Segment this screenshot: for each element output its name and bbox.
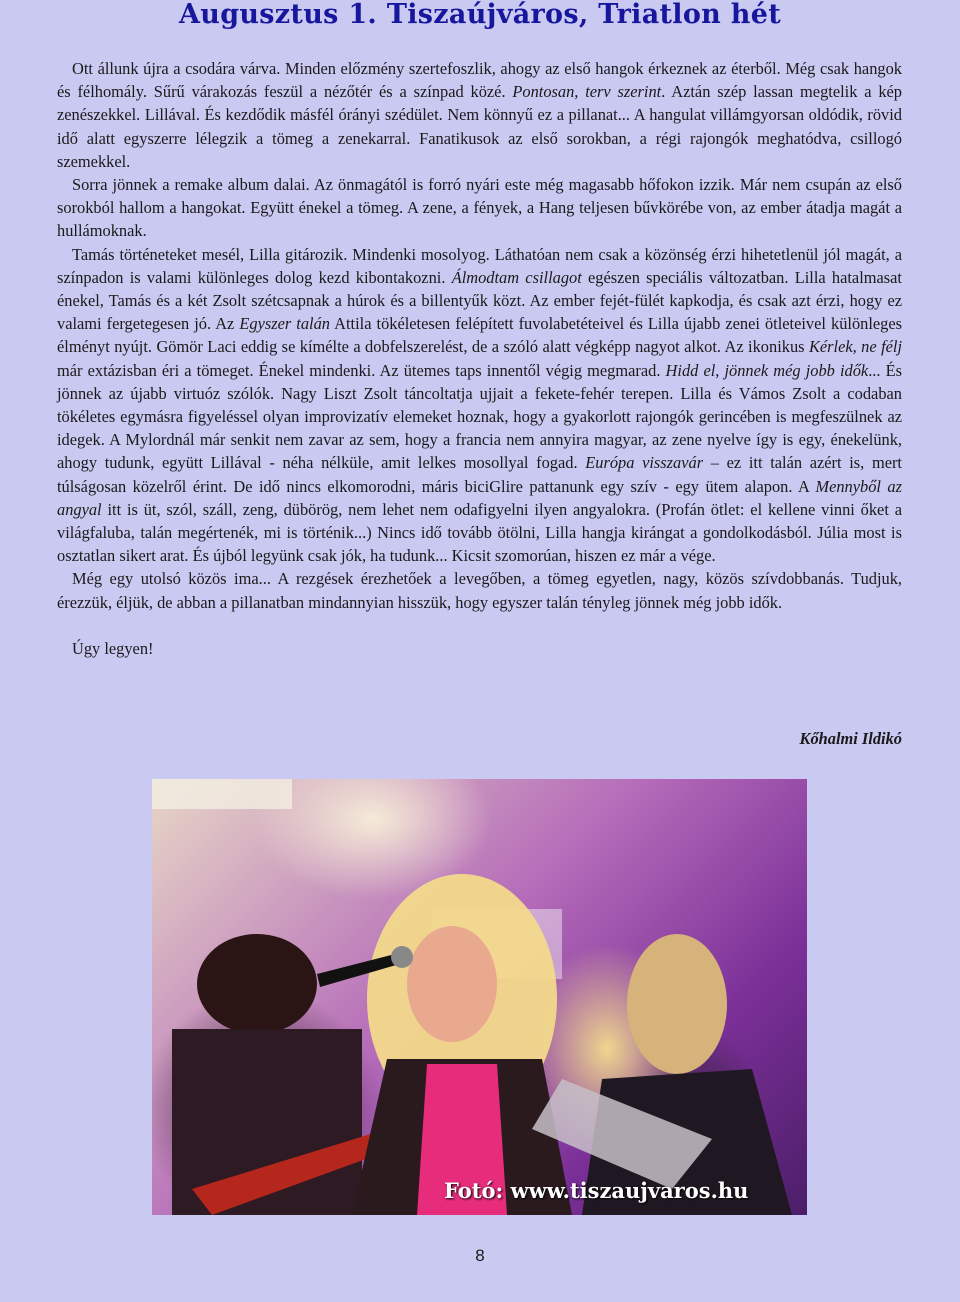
text-run: már extázisban éri a tömeget. Énekel mindenki. Az ütemes taps innentől végig megmarad. [57,360,666,380]
article-paragraph [57,173,902,243]
text-run: Sorra jönnek a remake album dalai. Az önmagától is forró nyári este még magasabb hőfokon izzik. Már nem csupán az első sorokból hallom a hangokat. Együtt énekel a tömeg. A zene, a fények, a Hang teljesen bűvkörébe von, az ember átadja magát a hullámoknak. [57,175,902,241]
song-title: Mennyből az angyal [57,476,902,519]
text-run: – ez itt talán azért is, mert túlságosan közelről érint. De idő nincs elkomorodni, máris biciGlire pattanunk egy szív - egy ütem alapon. A [57,453,902,496]
text-run: ... És jönnek az újabb virtuóz szólók. Nagy Liszt Zsolt táncoltatja ujjait a fekete-fehér terepen. Lilla és Vámos Zsolt a codaban tökéletes egymásra figyeléssel olyan improvizatív elemeket hoznak, hogy a gyakorlott rajongók gerincében is megfeszülnek az idegek. A Mylordnál már senkit nem zavar az sem, hogy a francia nem annyira magyar, az zene nyelve így is egy, énekelünk, ahogy tudunk, együtt Lillával - néha nélküle, amit lelkes mosollyal fogad. [57,360,902,473]
article-paragraphs [57,57,902,614]
concert-photo-illustration [152,779,807,1215]
photo-credit: Fotó: www.tiszaujvaros.hu [444,1178,749,1203]
song-title: Kérlek, ne félj [808,337,903,357]
concert-photo [152,779,807,1215]
author-signature: Kőhalmi Ildikó [799,729,902,748]
song-title: Hidd el, jönnek még jobb idők [665,360,869,380]
song-title: Álmodtam csillagot [451,267,582,287]
text-run: Még egy utolsó közös ima... A rezgések érezhetőek a levegőben, a tömeg egyetlen, nagy, közös szívdobbanás. Tudjuk, érezzük, éljük, de abban a pillanatban mindannyian hisszük, hogy egyszer talán tényleg jönnek még jobb idők. [57,569,902,612]
article-paragraph [57,243,902,568]
closing-line: Úgy legyen! [72,638,154,658]
text-run: Attila tökéletesen felépített fuvolabetéteivel és Lilla újabb zenei ötleteivel különleges élményt nyújt. Gömör Laci eddig se kímélte a dobfelszerelést, de a szóló alatt végképp nagyot alkot. Az ikonikus [57,314,903,357]
text-run: Ott állunk újra a csodára várva. Minden előzmény szertefoszlik, ahogy az első hangok érkeznek az éterből. Még csak hangok és félhomály. Sűrű várakozás feszül a nézőtér és a színpad közé. [57,59,902,102]
text-run: Tamás történeteket mesél, Lilla gitározik. Mindenki mosolyog. Láthatóan nem csak a közönség érzi hihetetlenül jól magát, a színpadon is valami különleges dolog kezd kibontakozni. [57,244,902,287]
song-title: Európa visszavár [585,453,704,473]
article-body [57,57,902,660]
article-paragraph [57,567,902,613]
text-run: itt is üt, szól, száll, zeng, dübörög, nem lehet nem odafigyelni ilyen angyalokra. (Profán ötlet: el kellene vinni őket a világfaluba, talán megértenék, mi is történik...) Nincs idő tovább ötölni, Lilla hangja kirángat a gondolkodásból. Júlia most is osztatlan sikert arat. És újból legyünk csak jók, ha tudunk... Kicsit szomorúan, hiszen ez már a vége. [57,499,902,566]
article-paragraph [57,57,902,173]
song-title: Pontosan, terv szerint [512,82,662,102]
page-number: 8 [475,1246,485,1265]
text-run: . Aztán szép lassan megtelik a kép zenészekkel. Lillával. És kezdődik másfél órányi szédület. Nem könnyű ez a pillanat... A hangulat villámgyorsan oldódik, rövid idő alatt egyszerre lélegzik a tömeg a zenekarral. Fanatikusok az első sorokban, a régi rajongók meghatódva, csillogó szemekkel. [57,82,902,171]
page-title: Augusztus 1. Tiszaújváros, Triatlon hét [179,0,781,30]
text-run: egészen speciális változatban. Lilla hatalmasat énekel, Tamás és a két Zsolt szétcsapnak a húrok és a billentyűk közt. Az ember fejét-fülét kapkodja, és csak azt érzi, hogy ez valami fergetegesen jó. Az [57,267,902,334]
song-title: Egyszer talán [239,314,330,334]
